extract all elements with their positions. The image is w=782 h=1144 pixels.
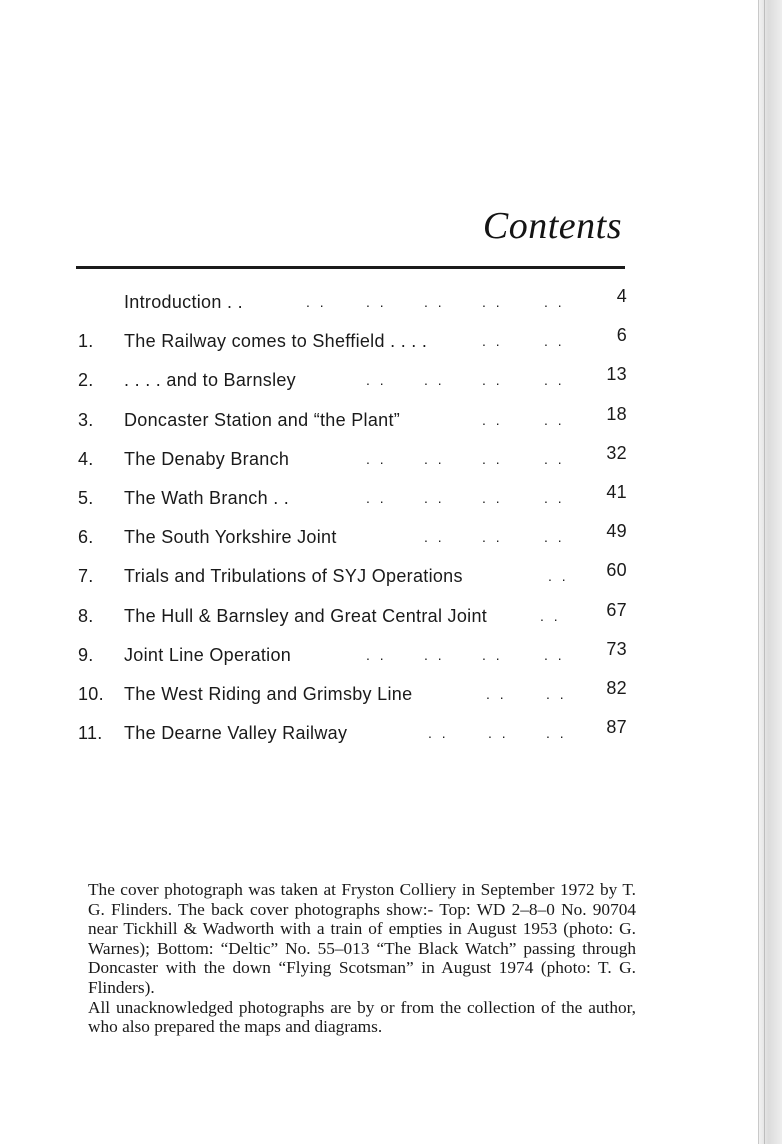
leader-dots: . . — [544, 294, 565, 310]
toc-entry[interactable] — [78, 322, 630, 361]
toc-entry[interactable] — [78, 440, 630, 479]
page-edge — [758, 0, 782, 1144]
leader-dots: . . — [424, 646, 445, 663]
toc-title: The Hull & Barnsley and Great Central Joint — [124, 605, 488, 626]
toc-page-number: 82 — [606, 677, 627, 698]
leader-dots: . . — [482, 333, 503, 350]
toc-entry[interactable] — [78, 361, 630, 400]
table-of-contents — [78, 283, 630, 753]
toc-title: Trials and Tribulations of SYJ Operations — [124, 566, 463, 587]
leader-dots: . . — [424, 489, 445, 506]
toc-title: Joint Line Operation — [124, 644, 292, 665]
leader-dots: . . — [482, 411, 503, 428]
toc-page-number: 41 — [606, 481, 627, 502]
toc-page-number: 49 — [606, 521, 627, 542]
leader-dots: . . — [366, 646, 387, 663]
leader-dots: . . — [548, 568, 569, 585]
leader-dots: . . — [366, 489, 387, 506]
toc-number: 8. — [78, 605, 94, 626]
leader-dots: . . — [544, 489, 565, 506]
unacknowledged-photos-note: All unacknowledged photographs are by or from the collection of the author, who also prepared the maps and diagrams. — [88, 997, 636, 1037]
toc-number: 5. — [78, 487, 94, 508]
toc-entry[interactable] — [78, 675, 630, 714]
leader-dots: . . — [424, 372, 445, 389]
leader-dots: . . — [482, 646, 503, 663]
toc-page-number: 6 — [616, 325, 627, 346]
leader-dots: . . — [366, 294, 387, 310]
leader-dots: . . — [544, 411, 565, 428]
toc-entry[interactable] — [78, 557, 630, 596]
toc-page-number: 4 — [616, 286, 627, 306]
leader-dots: . . — [546, 725, 567, 742]
toc-title: The Dearne Valley Railway — [124, 723, 348, 744]
toc-page-number: 13 — [606, 364, 627, 385]
contents-heading: Contents — [482, 205, 622, 247]
leader-dots: . . — [424, 294, 445, 310]
toc-page-number: 18 — [606, 403, 627, 424]
toc-title: The West Riding and Grimsby Line — [124, 683, 413, 704]
leader-dots: . . — [482, 372, 503, 389]
toc-entry[interactable] — [78, 714, 630, 753]
leader-dots: . . — [424, 450, 445, 467]
leader-dots: . . — [482, 450, 503, 467]
heading-rule — [76, 266, 625, 269]
toc-title: Doncaster Station and “the Plant” — [124, 409, 401, 430]
leader-dots: . . — [544, 529, 565, 546]
toc-entry[interactable] — [78, 597, 630, 636]
toc-page-number: 32 — [606, 442, 627, 463]
toc-page-number: 87 — [606, 717, 627, 738]
toc-page-number: 67 — [606, 599, 627, 620]
toc-entry[interactable] — [78, 479, 630, 518]
toc-title: The Denaby Branch — [124, 448, 290, 469]
toc-number: 7. — [78, 566, 94, 587]
leader-dots: . . — [366, 450, 387, 467]
toc-number: 4. — [78, 448, 94, 469]
toc-number: 11. — [78, 723, 103, 744]
toc-title: The Wath Branch . . — [124, 487, 290, 508]
leader-dots: . . — [366, 372, 387, 389]
page-edge-line — [764, 0, 765, 1144]
leader-dots: . . — [428, 725, 449, 742]
leader-dots: . . — [486, 685, 507, 702]
toc-number: 1. — [78, 331, 94, 352]
toc-number: 2. — [78, 370, 94, 391]
toc-page-number: 60 — [606, 560, 627, 581]
toc-entry-introduction[interactable] — [78, 283, 630, 322]
toc-title: The Railway comes to Sheffield . . . . — [124, 331, 428, 352]
photo-credits — [88, 880, 636, 1037]
leader-dots: . . — [540, 607, 561, 624]
toc-title: . . . . and to Barnsley — [124, 370, 296, 391]
toc-entry[interactable] — [78, 518, 630, 557]
leader-dots: . . — [482, 529, 503, 546]
toc-title: The South Yorkshire Joint — [124, 527, 337, 548]
toc-entry[interactable] — [78, 401, 630, 440]
toc-page-number: 73 — [606, 638, 627, 659]
toc-title: Introduction . . — [124, 292, 243, 312]
toc-number: 10. — [78, 683, 104, 704]
toc-number: 3. — [78, 409, 94, 430]
leader-dots: . . — [544, 450, 565, 467]
leader-dots: . . — [424, 529, 445, 546]
leader-dots: . . — [488, 725, 509, 742]
toc-entry[interactable] — [78, 636, 630, 675]
leader-dots: . . — [544, 333, 565, 350]
toc-number: 9. — [78, 644, 94, 665]
leader-dots: . . — [544, 372, 565, 389]
toc-number: 6. — [78, 527, 94, 548]
leader-dots: . . — [306, 294, 327, 310]
leader-dots: . . — [482, 489, 503, 506]
leader-dots: . . — [544, 646, 565, 663]
leader-dots: . . — [482, 294, 503, 310]
leader-dots: . . — [546, 685, 567, 702]
cover-photo-credit: The cover photograph was taken at Fryston Colliery in September 1972 by T. G. Flinders. The back cover photographs show:- Top: WD 2–8–0 No. 90704 near Tickhill & Wadworth with a train of empties in August 1953 (photo: G. Warnes); Bottom: “Deltic” No. 55–013 “The Black Watch” passing through Doncaster with the down “Flying Scotsman” in August 1974 (photo: T. G. Flinders). — [88, 880, 636, 997]
